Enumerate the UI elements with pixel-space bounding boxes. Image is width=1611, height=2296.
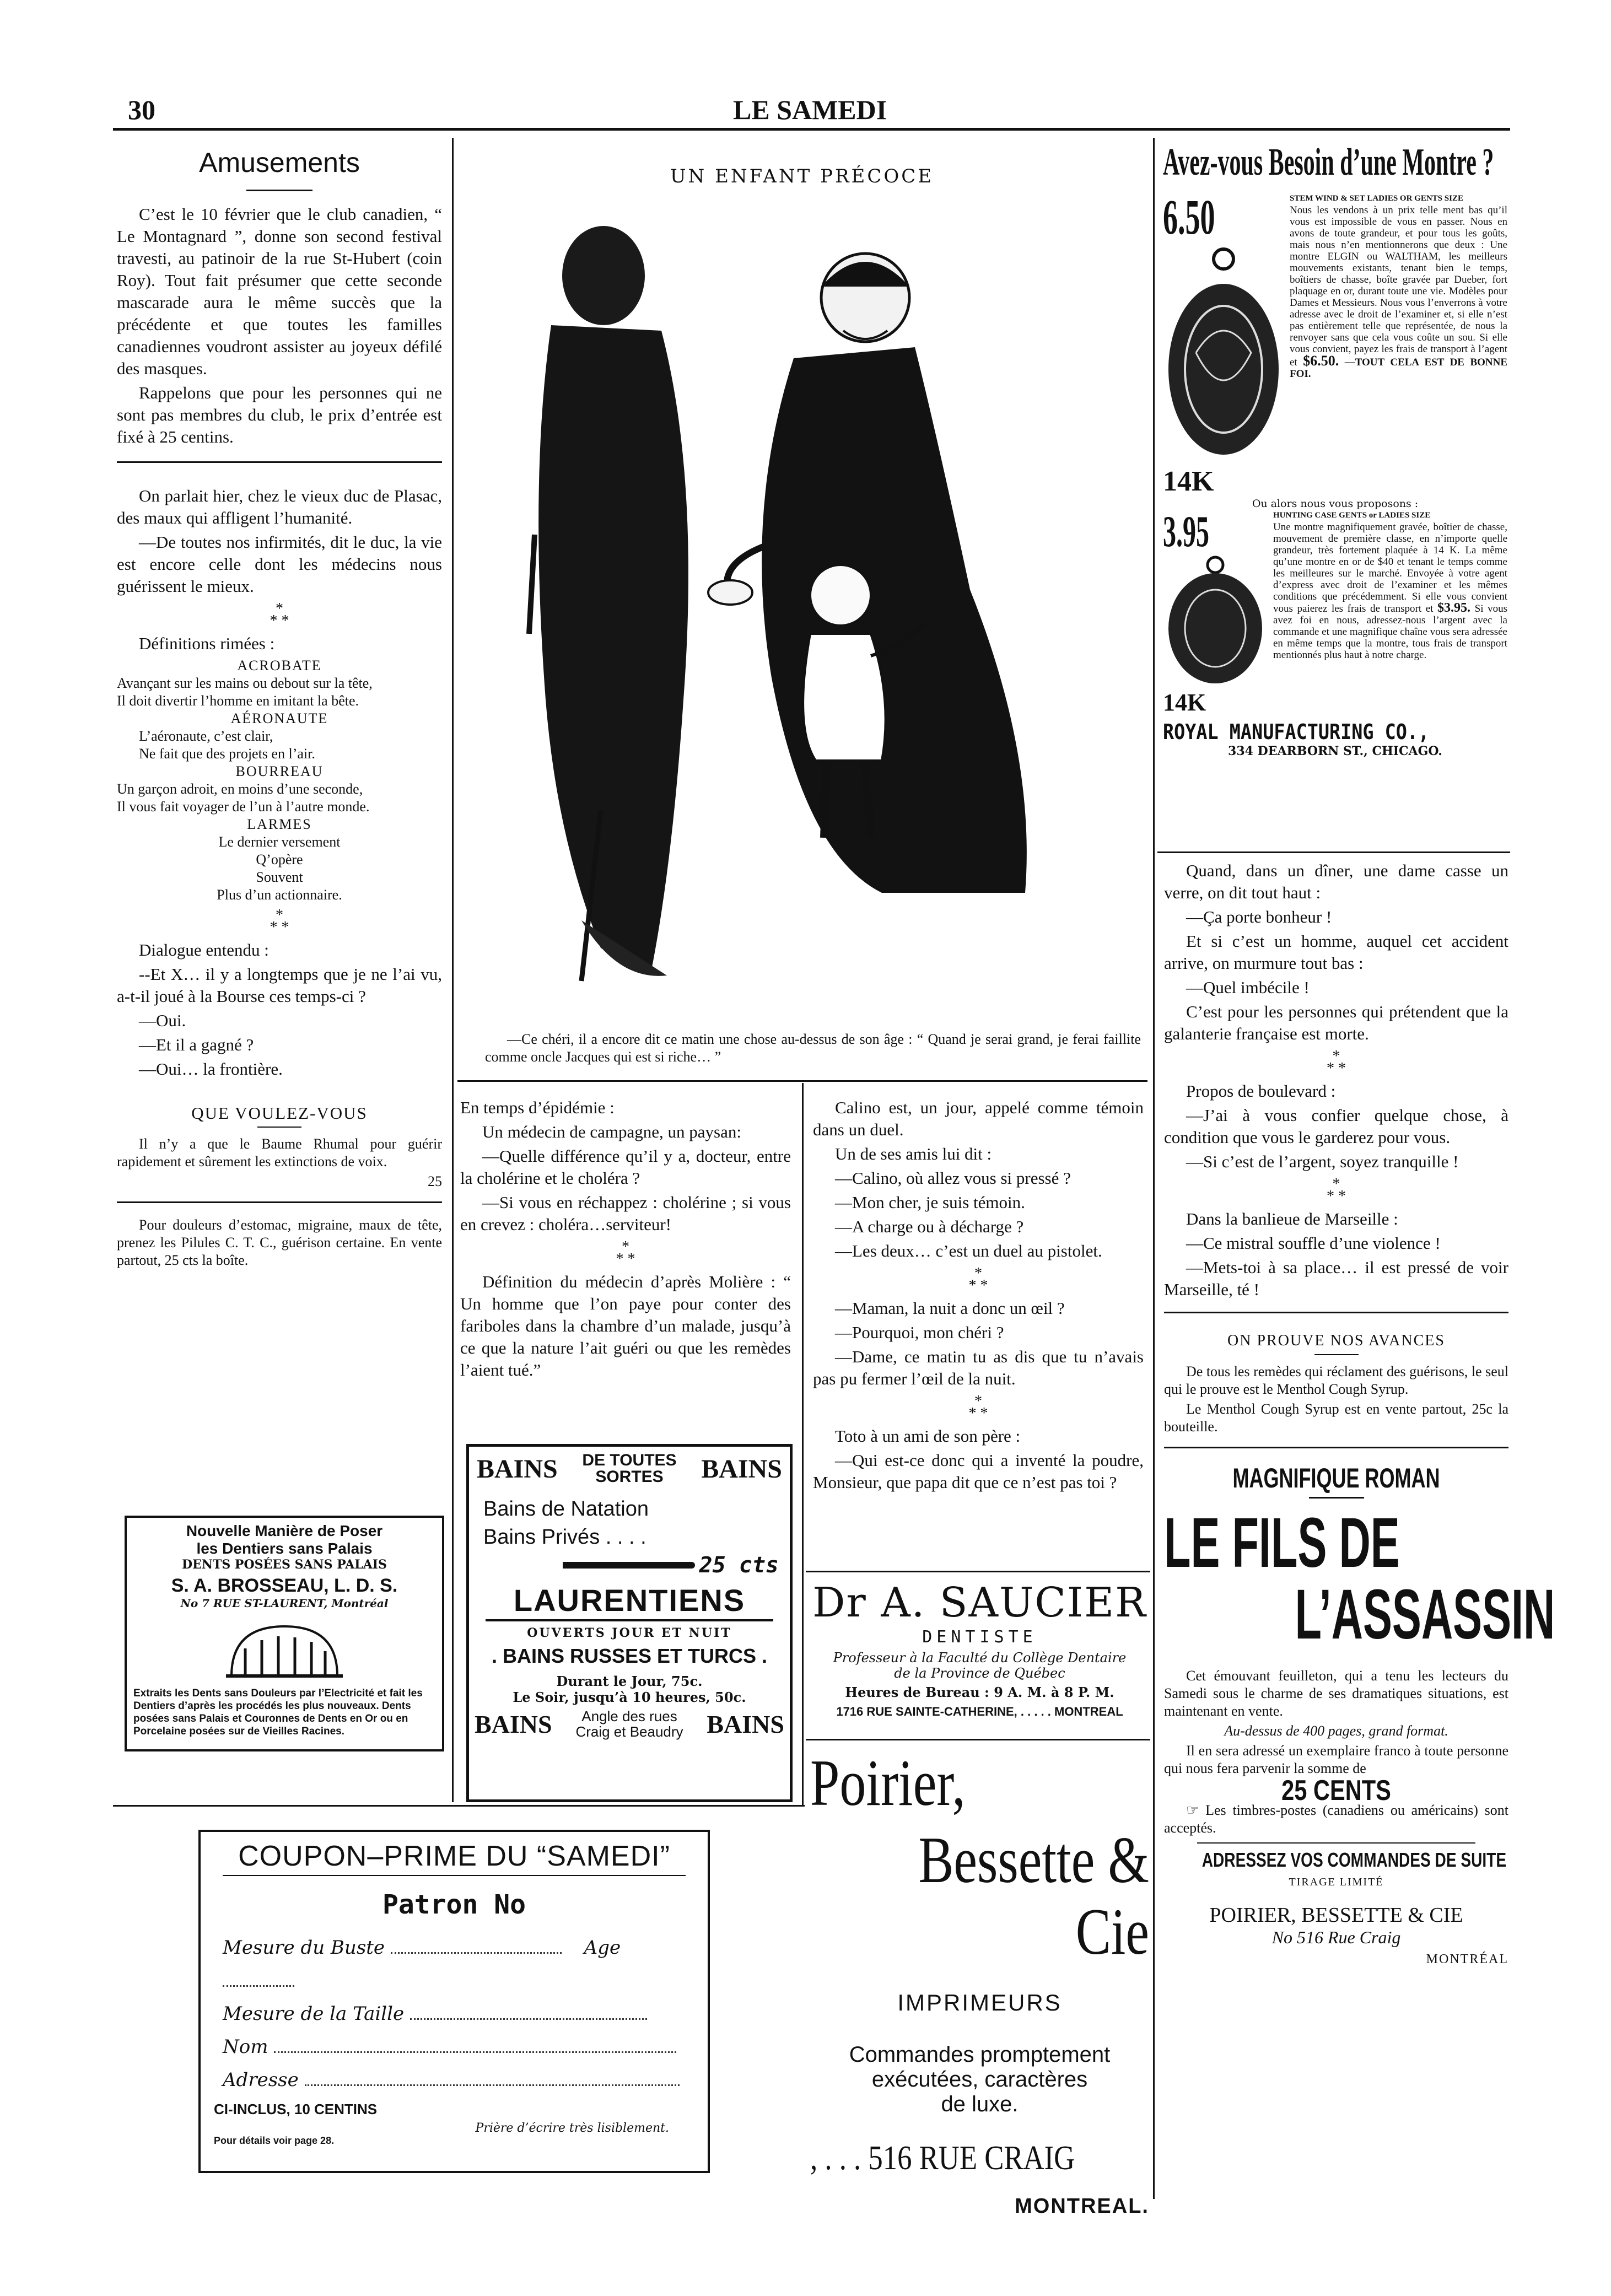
title-underline [223, 1875, 686, 1876]
hunting-watch-icon [1163, 554, 1268, 686]
dentist-name: Dr A. SAUCIER [812, 1579, 1147, 1626]
publisher-address: No 516 Rue Craig [1271, 1927, 1401, 1947]
paragraph: Au-dessus de 400 pages, grand format. [1224, 1723, 1448, 1739]
taille-field[interactable] [410, 2018, 647, 2020]
paragraph: Un médecin de campagne, un paysan: [482, 1122, 741, 1141]
watch-price: 3.95 [1163, 508, 1209, 556]
ad-line: Heures de Bureau : 9 A. M. à 8 P. M. [845, 1684, 1114, 1700]
ad-text: Une montre magnifiquement gravée, boîtier de chasse, mouvement de première classe, en n’importe quelle grandeur, très fortement plaquée à 14 K. La même qu’une montre en or de $40 et tenant le temps comme les meilleures sur le marché. Envoyée à votre agent d’express avec droit de l’examiner et les mêmes conditions que précédemment. Si elle vous convient vous paierez les frais de transport et [1273, 521, 1507, 615]
definition-heading: ACROBATE [237, 657, 322, 673]
paragraph-text: Les timbres-postes (canadiens ou américains) sont acceptés. [1164, 1802, 1509, 1836]
watch-karat: 14K [1163, 689, 1206, 716]
paragraph: Quand, dans un dîner, une dame casse un verre, on dit tout haut : [1164, 861, 1508, 902]
asterism: * * * [1327, 1176, 1346, 1205]
field-label: Mesure de la Taille [223, 2003, 405, 2025]
verse: Le dernier versement [218, 834, 341, 850]
paragraph: —Dame, ce matin tu as dis que tu n’avais pas pu fermer l’œil de la nuit. [813, 1347, 1144, 1388]
ad-text: —TOUT CELA EST DE BONNE FOI. [1290, 357, 1508, 380]
field-label: Nom [223, 2036, 268, 2058]
pointing-hand-icon: ☞ [1186, 1802, 1199, 1818]
asterism: * * * [1327, 1048, 1346, 1077]
pocket-watch-icon [1163, 242, 1284, 463]
ad-line: OUVERTS JOUR ET NUIT [527, 1626, 732, 1640]
section-divider [457, 1080, 1147, 1082]
page-number: 30 [128, 94, 155, 125]
cartoon-illustration [485, 204, 1124, 1020]
company-name: ROYAL MANUFACTURING CO., [1163, 720, 1430, 744]
paragraph: —Pourquoi, mon chéri ? [835, 1323, 1004, 1342]
section-divider [1197, 1842, 1475, 1844]
ad-line: BAINS [477, 1454, 558, 1484]
section-heading: QUE VOULEZ-VOUS [191, 1103, 368, 1123]
paragraph: —Quelle différence qu’il y a, docteur, entre la cholérine et le choléra ? [460, 1146, 791, 1188]
title-underline [1309, 1497, 1364, 1499]
column-divider [802, 1083, 804, 1805]
paragraph: —Oui. [139, 1011, 186, 1030]
order-line: ADRESSEZ VOS COMMANDES DE SUITE [1201, 1848, 1507, 1871]
section-divider [1164, 1312, 1508, 1313]
paragraph: Définitions rimées : [139, 634, 275, 653]
ad-line: Durant le Jour, 75c. [556, 1673, 703, 1689]
definition-heading: AÉRONAUTE [230, 710, 328, 726]
ad-line: DE TOUTES [582, 1451, 677, 1469]
paragraph: Pour douleurs d’estomac, migraine, maux de tête, prenez les Pilules C. T. C., guérison certaine. En vente partout, 25 cts la boîte. [117, 1217, 442, 1268]
paragraph: —Oui… la frontière. [139, 1059, 283, 1079]
asterism: * * * [616, 1238, 635, 1268]
paragraph: —Quel imbécile ! [1186, 978, 1310, 997]
ad-line: DENTISTE [922, 1627, 1037, 1647]
verse: Il doit divertir l’homme en imitant la bête. [117, 693, 359, 709]
title-underline [1314, 1354, 1359, 1355]
verse: Il vous fait voyager de l’un à l’autre monde. [117, 799, 370, 815]
age-field[interactable] [223, 1985, 294, 1987]
ad-address: 1716 RUE SAINTE-CATHERINE, . . . . . MONTREAL [836, 1705, 1123, 1718]
paragraph: C’est pour les personnes qui prétendent que la galanterie française est morte. [1164, 1002, 1508, 1043]
verse: Un garçon adroit, en moins d’une seconde, [117, 781, 363, 797]
paragraph: De tous les remèdes qui réclament des guérisons, le seul qui le prouve est le Menthol Cough Syrup. [1164, 1363, 1508, 1397]
printer-name: Poirier, [810, 1746, 966, 1819]
section-divider [1164, 1447, 1508, 1448]
ad-line: BAINS [701, 1454, 782, 1484]
asterism: * * * [270, 600, 289, 629]
ad-line: . BAINS RUSSES ET TURCS . [491, 1645, 768, 1667]
paragraph: —J’ai à vous confier quelque chose, à condition que vous le garderez pour vous. [1164, 1106, 1508, 1147]
paragraph: Toto à un ami de son père : [835, 1426, 1021, 1446]
field-label: Mesure du Buste [223, 1937, 385, 1959]
cartoon-caption: —Ce chéri, il a encore dit ce matin une chose au-dessus de son âge : “ Quand je serai grand, je ferai faillite comme oncle Jacques qui est si riche… ” [485, 1031, 1141, 1065]
arrow-icon [563, 1562, 695, 1569]
paragraph: Cet émouvant feuilleton, qui a tenu les lecteurs du Samedi sous le charme de ses dramatiques situations, est maintenant en vente. [1164, 1668, 1508, 1719]
coupon-line: Prière d’écrire très lisiblement. [475, 2121, 669, 2135]
ad-line: Nouvelle Manière de Poser [186, 1522, 383, 1539]
verse: Souvent [256, 869, 303, 885]
paragraph: —Les deux… c’est un duel au pistolet. [835, 1241, 1102, 1260]
amusements-title: Amusements [199, 147, 360, 178]
ad-line: de luxe. [941, 2092, 1019, 2116]
nom-field[interactable] [274, 2051, 676, 2053]
title-underline [257, 1127, 301, 1128]
bains-ad [466, 1444, 793, 1802]
paragraph: —Calino, où allez vous si pressé ? [835, 1168, 1071, 1188]
column-2 [460, 1097, 791, 1383]
paragraph: Définition du médecin d’après Molière : “ Un homme que l’on paye pour conter des fariboles dans la chambre d’un malade, jusqu’à ce que la nature l’ait guéri ou que les remèdes l’aient tué.” [460, 1272, 791, 1379]
ad-line: BAINS [475, 1710, 552, 1738]
field-label: Adresse [223, 2069, 299, 2091]
ad-price: 25 cts [699, 1553, 779, 1578]
roman-title: LE FILS DE [1164, 1503, 1400, 1582]
ad-line: IMPRIMEURS [897, 1990, 1062, 2015]
paragraph: —A charge ou à décharge ? [835, 1217, 1024, 1236]
paragraph: Calino est, un jour, appelé comme témoin dans un duel. [813, 1098, 1144, 1139]
paragraph: --Et X… il y a longtemps que je ne l’ai vu, a-t-il joué à la Bourse ces temps-ci ? [117, 964, 442, 1006]
ad-line: Bains de Natation [483, 1497, 649, 1521]
ad-line: Professeur à la Faculté du Collège Dentaire [833, 1650, 1127, 1666]
montre-ad [1163, 138, 1507, 849]
column-4 [1164, 860, 1555, 1970]
inline-price: $3.95. [1437, 601, 1471, 615]
ad-line: exécutées, caractères [871, 2067, 1088, 2092]
column-divider [1153, 138, 1155, 2199]
publisher-name: POIRIER, BESSETTE & CIE [1209, 1904, 1463, 1927]
ad-text: Ou alors nous vous proposons : [1252, 498, 1419, 510]
paragraph: —Mets-toi à sa place… il est pressé de voir Marseille, té ! [1164, 1258, 1508, 1299]
section-divider [117, 461, 442, 463]
definition-heading: LARMES [247, 816, 312, 832]
paragraph: On parlait hier, chez le vieux duc de Plasac, des maux qui affligent l’humanité. [117, 486, 442, 527]
column-1 [117, 143, 442, 1271]
printer-name: Bessette & Cie [918, 1823, 1149, 1968]
paragraph: Dialogue entendu : [139, 940, 269, 960]
coupon-prime [198, 1830, 710, 2173]
section-divider [806, 1571, 1150, 1572]
inline-price: $6.50. [1303, 353, 1339, 369]
asterism: * * * [968, 1265, 988, 1294]
title-underline [246, 190, 312, 191]
ad-address: No 7 RUE ST-LAURENT, Montréal [180, 1597, 389, 1610]
verse: L’aéronaute, c’est clair, [139, 728, 273, 744]
column-3 [813, 1097, 1144, 1496]
asterism: * * * [968, 1393, 988, 1422]
paragraph: —Qui est-ce donc qui a inventé la poudre, Monsieur, que papa dit que ce n’est pas toi ? [813, 1451, 1144, 1492]
ad-text: Si vous avez foi en nous, adressez-nous l’argent avec la commande et une magnifique chaîne vous sera adressée en même temps que la montre, tous frais de transport mentionnés plus haut à notre charge. [1273, 603, 1507, 661]
paragraph [1164, 1802, 1508, 1837]
paragraph: C’est le 10 février que le club canadien, “ Le Montagnard ”, donne son second festival travesti, au patinoir de la rue St-Hubert (coin Roy). Tout fait présumer que cette seconde mascarade aura le même succès que la précédente et que toutes les familles canadiennes voudront assister au joyeux défilé des masques. [117, 204, 442, 378]
paragraph: Et si c’est un homme, auquel cet accident arrive, on murmure tout bas : [1164, 931, 1508, 973]
cartoon-title: UN ENFANT PRÉCOCE [670, 165, 934, 187]
newspaper-title: LE SAMEDI [733, 94, 887, 125]
section-divider [806, 1739, 1150, 1740]
definition-heading: BOURREAU [235, 763, 324, 779]
verse: Q’opère [256, 851, 303, 867]
paragraph: —Mon cher, je suis témoin. [835, 1193, 1025, 1212]
ad-line: DENTS POSÉES SANS PALAIS [182, 1557, 387, 1572]
watch-karat: 14K [1163, 466, 1214, 497]
ad-city: MONTREAL. [1015, 2195, 1149, 2218]
ad-line: Bains Privés . . . . [483, 1526, 646, 1549]
paragraph: —Ça porte bonheur ! [1186, 907, 1332, 926]
paragraph: Il en sera adressé un exemplaire franco à toute personne qui nous fera parvenir la somme de [1164, 1743, 1508, 1776]
dentures-illustration [127, 1610, 442, 1687]
poirier-ad [810, 1746, 1149, 2218]
adresse-field[interactable] [305, 2084, 680, 2086]
buste-field[interactable] [391, 1952, 562, 1954]
publisher-city: MONTRÉAL [1426, 1952, 1508, 1966]
brosseau-ad [125, 1516, 444, 1751]
paragraph: Propos de boulevard : [1186, 1081, 1336, 1101]
section-heading: ON PROUVE NOS AVANCES [1227, 1332, 1445, 1349]
paragraph: —Ce mistral souffle d’une violence ! [1186, 1233, 1441, 1253]
section-divider [1157, 851, 1510, 853]
ad-line: Le Soir, jusqu’à 10 heures, 50c. [513, 1689, 746, 1705]
verse: Ne fait que des projets en l’air. [139, 746, 315, 762]
ad-divider [486, 1619, 773, 1621]
paragraph: —Si vous en réchappez : cholérine ; si vous en crevez : choléra…serviteur! [460, 1193, 791, 1234]
ad-title: Avez-vous Besoin d’une Montre ? [1163, 141, 1494, 184]
saucier-ad [810, 1579, 1149, 1719]
paragraph: Rappelons que pour les personnes qui ne sont pas membres du club, le prix d’entrée est fixé à 25 centins. [117, 383, 442, 446]
ad-address: , . . . 516 RUE CRAIG [810, 2139, 1075, 2177]
paragraph: Un de ses amis lui dit : [835, 1144, 992, 1163]
ad-text: Extraits les Dents sans Douleurs par l’Electricité et fait les Dentiers d’après les procédés les plus nouveaux. Dents posées sans Palais et Couronnes de Dents en Or ou en Porcelaine posées sur de Vieilles Racines. [133, 1688, 423, 1737]
company-address: 334 DEARBORN ST., CHICAGO. [1228, 744, 1442, 758]
paragraph: —Maman, la nuit a donc un œil ? [835, 1298, 1065, 1318]
verse: Avançant sur les mains ou debout sur la tête, [117, 675, 373, 691]
watch-price: 6.50 [1163, 190, 1215, 245]
ad-line: les Dentiers sans Palais [196, 1540, 373, 1557]
coupon-title: COUPON–PRIME DU “SAMEDI” [238, 1840, 670, 1872]
ad-line: Angle des rues [581, 1708, 677, 1724]
paragraph: —De toutes nos infirmités, dit le duc, la vie est encore celle dont les médecins nous guérissent le mieux. [117, 532, 442, 596]
section-divider [113, 1805, 805, 1807]
roman-price: 25 CENTS [1281, 1775, 1391, 1807]
asterism: * * * [270, 907, 289, 936]
paragraph: Dans la banlieue de Marseille : [1186, 1209, 1398, 1228]
ad-line: Craig et Beaudry [575, 1723, 683, 1740]
section-divider [117, 1201, 442, 1203]
ad-line: LAURENTIENS [513, 1583, 746, 1618]
ad-line: de la Province de Québec [894, 1666, 1065, 1681]
dentist-name: S. A. BROSSEAU, L. D. S. [171, 1575, 398, 1596]
watch-tags: STEM WIND & SET LADIES OR GENTS SIZE [1290, 194, 1463, 203]
verse: Plus d’un actionnaire. [217, 887, 342, 903]
watch-tags: HUNTING CASE GENTS or LADIES SIZE [1273, 511, 1431, 520]
coupon-patron: Patron No [382, 1889, 526, 1920]
paragraph: —Si c’est de l’argent, soyez tranquille ! [1186, 1152, 1459, 1171]
coupon-line: Pour détails voir page 28. [214, 2135, 335, 2146]
ad-number: 25 [428, 1173, 442, 1189]
paragraph: En temps d’épidémie : [460, 1098, 615, 1117]
ad-line: Commandes promptement [849, 2042, 1111, 2067]
column-divider [452, 138, 454, 1802]
ad-line: SORTES [595, 1468, 664, 1486]
paragraph: —Et il a gagné ? [139, 1035, 254, 1054]
paragraph: Le Menthol Cough Syrup est en vente partout, 25c la bouteille. [1164, 1401, 1508, 1435]
field-label: Age [584, 1937, 621, 1959]
ad-text: Nous les vendons à un prix telle ment bas qu’il vous est impossible de vous en passer. Nous en avons de toute grandeur, et pour tous les goûts, mais nous n’en mentionnerons que deux : Une montre ELGIN ou WALTHAM, les meilleurs mouvements existants, tenant bien le temps, boîtiers de chasse, boîte gravée par Dueber, fort plaquage en or, durant toute une vie. Modèles pour Dames et Messieurs. Nous vous l’enverrons à votre adresse avec le droit de l’examiner et, si elle n’est pas entièrement telle que représentée, de nous la renvoyer sans que cela vous coûte un sou. Si elle vous convient, payez les frais de transport à l’agent et [1290, 204, 1507, 368]
header-rule [113, 128, 1510, 131]
roman-heading: MAGNIFIQUE ROMAN [1232, 1463, 1440, 1494]
roman-title: L’ASSASSIN [1295, 1575, 1555, 1654]
order-line: TIRAGE LIMITÉ [1289, 1876, 1384, 1888]
coupon-line: CI-INCLUS, 10 CENTINS [214, 2101, 378, 2117]
ad-line: BAINS [707, 1710, 784, 1738]
paragraph: Il n’y a que le Baume Rhumal pour guérir rapidement et sûrement les extinctions de voix. [117, 1136, 442, 1169]
